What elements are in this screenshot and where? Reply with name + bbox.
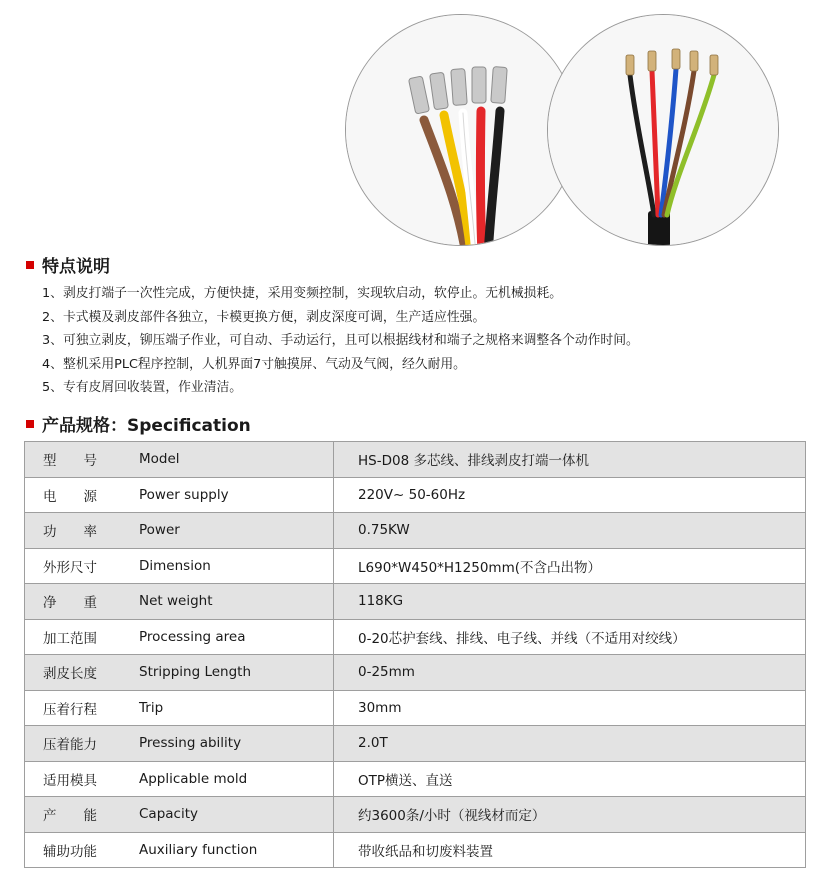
spec-value: 118KG bbox=[334, 584, 806, 620]
features-list bbox=[42, 282, 639, 400]
spec-value: 带收纸品和切废料装置 bbox=[334, 832, 806, 868]
red-square-marker-icon bbox=[26, 261, 34, 269]
features-title: 特点说明 bbox=[42, 257, 110, 277]
table-row bbox=[25, 442, 806, 478]
spec-value: HS-D08 多芯线、排线剥皮打端一体机 bbox=[334, 442, 806, 478]
table-row bbox=[25, 690, 806, 726]
spec-label-en: Power supply bbox=[139, 477, 334, 513]
cable-terminals-photo bbox=[345, 14, 577, 246]
feature-item: 4、整机采用PLC程序控制，人机界面7寸触摸屏、气动及气阀，经久耐用。 bbox=[42, 356, 466, 372]
table-row bbox=[25, 655, 806, 691]
spec-title: 产品规格：Specification bbox=[42, 416, 251, 436]
spec-label-en: Processing area bbox=[139, 619, 334, 655]
spec-label-cn: 压着行程 bbox=[25, 690, 140, 726]
spec-label-cn: 净 重 bbox=[25, 584, 140, 620]
table-row bbox=[25, 619, 806, 655]
table-row bbox=[25, 513, 806, 549]
spec-heading bbox=[26, 411, 251, 436]
spec-value: 2.0T bbox=[334, 726, 806, 762]
spec-value: 约3600条/小时（视线材而定） bbox=[334, 797, 806, 833]
feature-item: 2、卡式模及剥皮部件各独立，卡模更换方便，剥皮深度可调，生产适应性强。 bbox=[42, 309, 486, 325]
spec-label-en: Applicable mold bbox=[139, 761, 334, 797]
spec-value: 220V~ 50-60Hz bbox=[334, 477, 806, 513]
spec-label-en: Auxiliary function bbox=[139, 832, 334, 868]
spec-label-cn: 功 率 bbox=[25, 513, 140, 549]
spec-label-en: Dimension bbox=[139, 548, 334, 584]
table-row bbox=[25, 726, 806, 762]
spec-label-cn: 型 号 bbox=[25, 442, 140, 478]
table-row bbox=[25, 797, 806, 833]
table-row bbox=[25, 548, 806, 584]
spec-value: 0-25mm bbox=[334, 655, 806, 691]
feature-item: 3、可独立剥皮，铆压端子作业，可自动、手动运行，且可以根据线材和端子之规格来调整各个动作时间。 bbox=[42, 333, 639, 348]
spec-label-en: Capacity bbox=[139, 797, 334, 833]
spec-table bbox=[24, 441, 806, 868]
spec-label-cn: 压着能力 bbox=[25, 726, 140, 762]
spec-label-en: Stripping Length bbox=[139, 655, 334, 691]
spec-label-en: Model bbox=[139, 442, 334, 478]
spec-value: 0.75KW bbox=[334, 513, 806, 549]
spec-value: 30mm bbox=[334, 690, 806, 726]
spec-label-cn: 产 能 bbox=[25, 797, 140, 833]
spec-label-cn: 加工范围 bbox=[25, 619, 140, 655]
spec-value: OTP横送、直送 bbox=[334, 761, 806, 797]
spec-label-cn: 电 源 bbox=[25, 477, 140, 513]
spec-value: 0-20芯护套线、排线、电子线、并线（不适用对绞线） bbox=[334, 619, 806, 655]
features-heading bbox=[26, 252, 110, 277]
feature-item: 5、专有皮屑回收装置，作业清洁。 bbox=[42, 380, 243, 395]
red-square-marker-icon bbox=[26, 420, 34, 428]
spec-label-en: Net weight bbox=[139, 584, 334, 620]
spec-label-en: Power bbox=[139, 513, 334, 549]
table-row bbox=[25, 761, 806, 797]
table-row bbox=[25, 832, 806, 868]
spec-label-en: Pressing ability bbox=[139, 726, 334, 762]
spec-label-cn: 外形尺寸 bbox=[25, 548, 140, 584]
spec-label-en: Trip bbox=[139, 690, 334, 726]
spec-value: L690*W450*H1250mm(不含凸出物） bbox=[334, 548, 806, 584]
table-row bbox=[25, 477, 806, 513]
spec-label-cn: 辅助功能 bbox=[25, 832, 140, 868]
feature-item: 1、剥皮打端子一次性完成，方便快捷，采用变频控制，实现软启动，软停止。无机械损耗。 bbox=[42, 286, 563, 301]
table-row bbox=[25, 584, 806, 620]
spec-label-cn: 剥皮长度 bbox=[25, 655, 140, 691]
multicore-cable-photo bbox=[547, 14, 779, 246]
spec-label-cn: 适用模具 bbox=[25, 761, 140, 797]
